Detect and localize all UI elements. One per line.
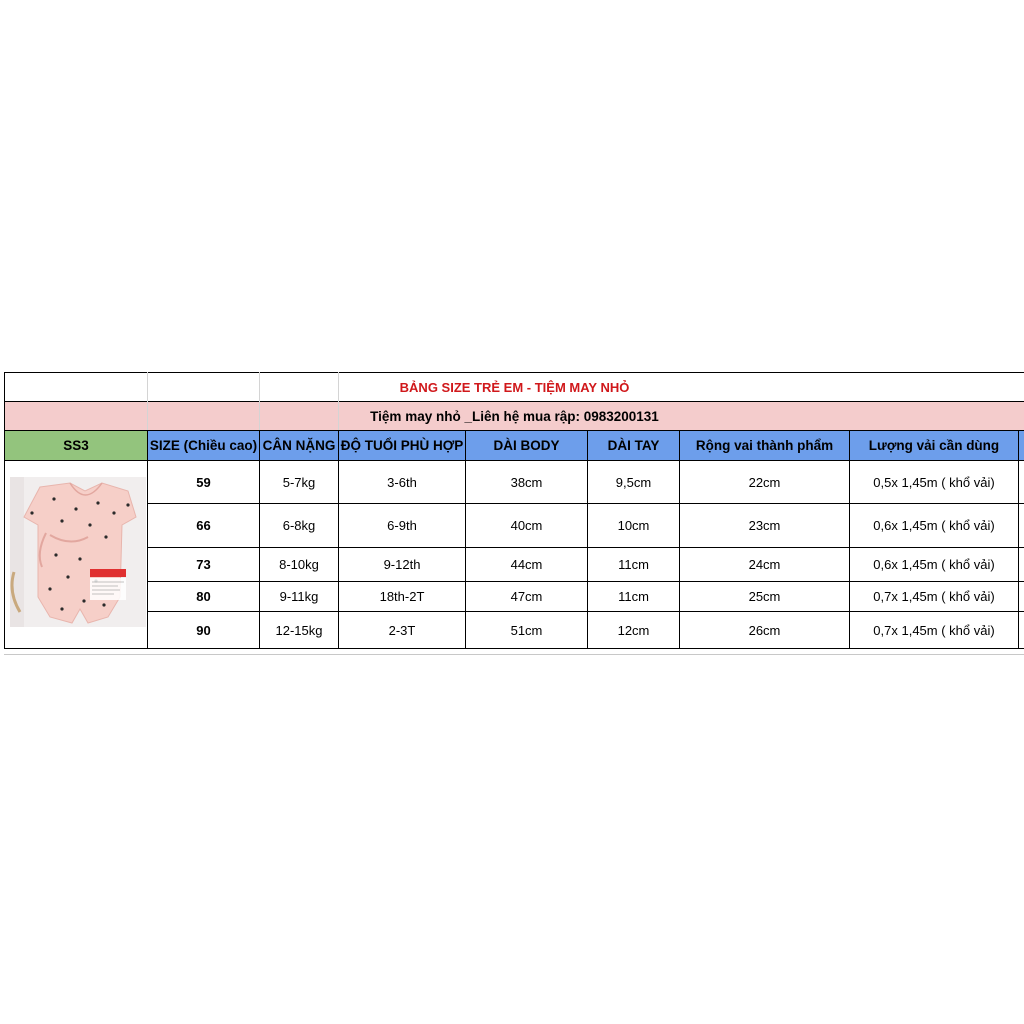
grid-line: [147, 547, 1024, 548]
contact-text: Tiệm may nhỏ _Liên hệ mua rập: 0983200131: [370, 408, 659, 424]
header-size: SIZE (Chiều cao): [149, 438, 258, 453]
contact-row: [5, 402, 1024, 430]
body-length-value: 47cm: [510, 589, 543, 604]
model-code: SS3: [63, 438, 89, 453]
grid-line: [147, 503, 1024, 504]
shoulder-width-value: 24cm: [748, 557, 781, 572]
title-row: [5, 373, 1024, 401]
weight-value: 5-7kg: [282, 474, 316, 490]
grid-line: [4, 401, 1024, 402]
size-value: 80: [196, 589, 211, 604]
grid-line: [338, 372, 339, 430]
fabric-needed-value: 0,6x 1,45m ( khổ vải): [873, 557, 995, 572]
sleeve-length-value: 10cm: [617, 518, 650, 533]
header-sleeve-length: DÀI TAY: [607, 438, 660, 453]
sleeve-length-value: 12cm: [617, 622, 650, 638]
age-value: 6-9th: [387, 518, 417, 533]
baby-romper-image: [10, 477, 146, 627]
fabric-needed-value: 0,5x 1,45m ( khổ vải): [873, 474, 995, 490]
grid-line: [1018, 430, 1019, 649]
header-age: ĐỘ TUỔI PHÙ HỢP: [340, 438, 464, 453]
sleeve-length-value: 11cm: [618, 589, 649, 604]
header-fabric-needed: Lượng vải cần dùng: [868, 438, 1000, 453]
grid-line: [587, 430, 588, 649]
grid-line: [147, 611, 1024, 612]
size-value: 66: [196, 518, 211, 533]
grid-line: [4, 648, 1024, 649]
grid-line: [679, 430, 680, 649]
fabric-needed-value: 0,6x 1,45m ( khổ vải): [873, 518, 995, 533]
weight-value: 9-11kg: [279, 589, 319, 604]
grid-line: [147, 581, 1024, 582]
grid-line: [4, 372, 1024, 373]
grid-line: [259, 372, 260, 430]
body-length-value: 44cm: [510, 557, 543, 572]
shoulder-width-value: 23cm: [748, 518, 781, 533]
body-length-value: 38cm: [510, 474, 543, 490]
shoulder-width-value: 22cm: [748, 474, 781, 490]
grid-line: [147, 430, 148, 649]
sleeve-length-value: 9,5cm: [615, 474, 652, 490]
weight-value: 8-10kg: [279, 557, 319, 572]
fabric-needed-value: 0,7x 1,45m ( khổ vải): [873, 589, 995, 604]
age-value: 9-12th: [383, 557, 421, 572]
size-value: 90: [196, 622, 211, 638]
grid-line: [4, 654, 1024, 655]
header-shoulder-width: Rộng vai thành phẩm: [695, 438, 834, 453]
header-body-length: DÀI BODY: [493, 438, 560, 453]
product-photo: [10, 477, 146, 627]
grid-line: [147, 372, 148, 430]
fabric-needed-value: 0,7x 1,45m ( khổ vải): [873, 622, 995, 638]
age-value: 18th-2T: [379, 589, 425, 604]
grid-line: [259, 430, 260, 649]
age-value: 3-6th: [387, 474, 417, 490]
table-title: BẢNG SIZE TRẺ EM - TIỆM MAY NHỎ: [399, 379, 630, 395]
shoulder-width-value: 25cm: [748, 589, 781, 604]
grid-line: [465, 430, 466, 649]
grid-line: [4, 460, 1024, 461]
grid-line: [4, 430, 1024, 431]
grid-line: [4, 372, 5, 649]
age-value: 2-3T: [388, 622, 416, 638]
size-value: 59: [196, 474, 211, 490]
header-weight: CÂN NẶNG: [262, 438, 336, 453]
weight-value: 6-8kg: [282, 518, 316, 533]
grid-line: [338, 430, 339, 649]
size-value: 73: [196, 557, 211, 572]
shoulder-width-value: 26cm: [748, 622, 781, 638]
weight-value: 12-15kg: [275, 622, 323, 638]
grid-line: [849, 430, 850, 649]
body-length-value: 40cm: [510, 518, 543, 533]
body-length-value: 51cm: [510, 622, 543, 638]
sleeve-length-value: 11cm: [618, 557, 649, 572]
